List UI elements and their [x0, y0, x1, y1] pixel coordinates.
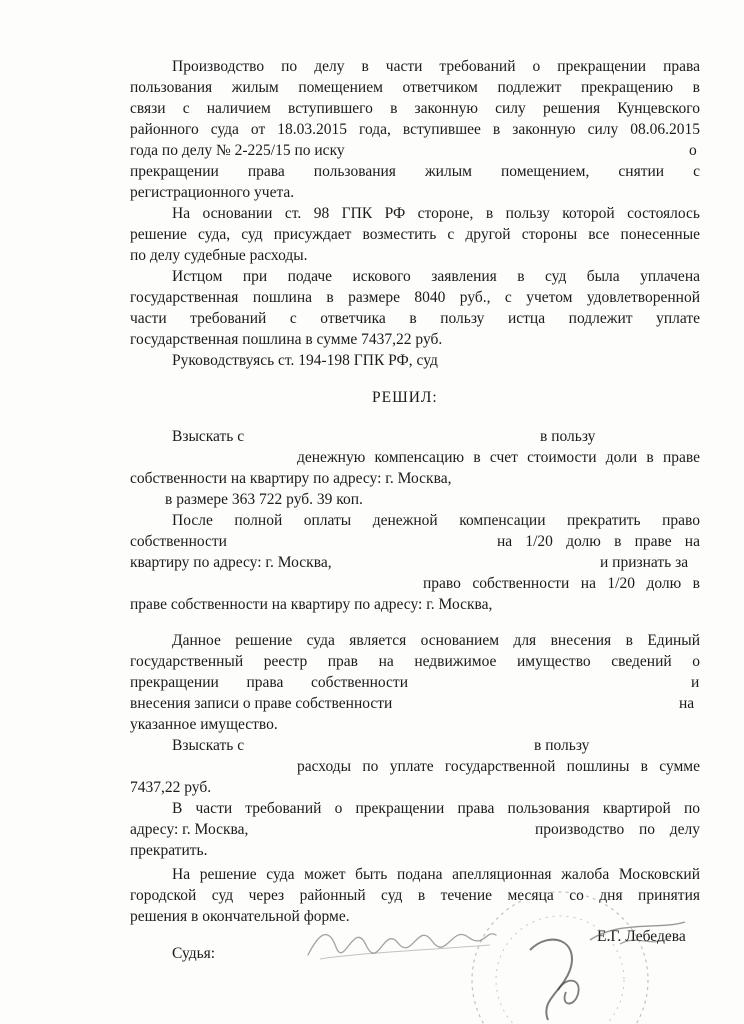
text-line: собственности [130, 533, 227, 550]
text-line: 7437,22 руб. [130, 779, 212, 796]
text-line: собственности на квартиру по адресу: г. Москва, [130, 470, 452, 487]
decision-heading: РЕШИЛ: [372, 389, 438, 406]
text-line: расходы по уплате государственной пошлины в сумме [297, 758, 700, 775]
text-line: указанное имущество. [130, 716, 278, 733]
text-line: пользования жилым помещением ответчиком подлежит прекращению в [130, 79, 700, 96]
text-line: решение суда, суд присуждает возместить с другой стороны все понесенные [130, 226, 700, 243]
text-line: квартиру по адресу: г. Москва, [130, 554, 332, 571]
text-line: праве собственности на квартиру по адресу: г. Москва, [130, 596, 493, 613]
text-line: на 1/20 долю в праве на [497, 533, 700, 550]
text-line: в пользу [534, 737, 590, 754]
text-line: Руководствуясь ст. 194-198 ГПК РФ, суд [172, 352, 438, 369]
text-line: На решение суда может быть подана апелляционная жалоба Московский [172, 866, 700, 883]
text-line: регистрационного учета. [130, 184, 295, 201]
text-line: городской суд через районный суд в течение месяца со дня принятия [130, 887, 700, 904]
text-line: и [691, 674, 700, 691]
text-line: в пользу [540, 428, 596, 445]
signature-icon [300, 895, 500, 975]
text-line: на [679, 695, 695, 712]
text-line: адресу: г. Москва, [130, 821, 249, 838]
text-line: Взыскать с [172, 428, 245, 445]
text-line: Взыскать с [172, 737, 245, 754]
text-line: части требований с ответчика в пользу истца подлежит уплате [130, 310, 700, 327]
text-line: прекращении права собственности [130, 674, 408, 691]
text-line: внесения записи о праве собственности [130, 695, 393, 712]
text-line: После полной оплаты денежной компенсации прекратить право [172, 512, 700, 529]
text-line: прекратить. [130, 842, 208, 859]
text-line: прекращении права пользования жилым помещением, снятии с [130, 163, 700, 180]
judge-name: Е.Г. Лебедева [597, 928, 686, 945]
text-line: государственная пошлина в сумме 7437,22 руб. [130, 331, 443, 348]
text-line: решения в окончательной форме. [130, 908, 350, 925]
text-line: в размере 363 722 руб. 39 коп. [165, 491, 363, 508]
text-line: районного суда от 18.03.2015 года, вступившее в законную силу 08.06.2015 [130, 121, 700, 138]
text-line: производство по делу [535, 821, 700, 838]
text-line: государственная пошлина в размере 8040 руб., с учетом удовлетворенной [130, 289, 700, 306]
judge-label: Судья: [172, 945, 216, 962]
text-line: связи с наличием вступившего в законную силу решения Кунцевского [130, 100, 700, 117]
text-line: На основании ст. 98 ГПК РФ стороне, в пользу которой состоялось [172, 205, 700, 222]
text-line: право собственности на 1/20 долю в [423, 575, 700, 592]
text-line: денежную компенсацию в счет стоимости доли в праве [297, 449, 700, 466]
text-line: В части требований о прекращении права пользования квартирой по [172, 800, 700, 817]
text-line: Истцом при подаче искового заявления в суд была уплачена [172, 268, 700, 285]
text-line: государственный реестр прав на недвижимое имущество сведений о [130, 653, 700, 670]
text-line: Производство по делу в части требований о прекращении права [172, 58, 700, 75]
text-line: о [689, 142, 697, 159]
text-line: и признать за [600, 554, 689, 571]
text-line: года по делу № 2-225/15 по иску [130, 142, 345, 159]
text-line: по делу судебные расходы. [130, 247, 308, 264]
text-line: Данное решение суда является основанием для внесения в Единый [172, 632, 700, 649]
